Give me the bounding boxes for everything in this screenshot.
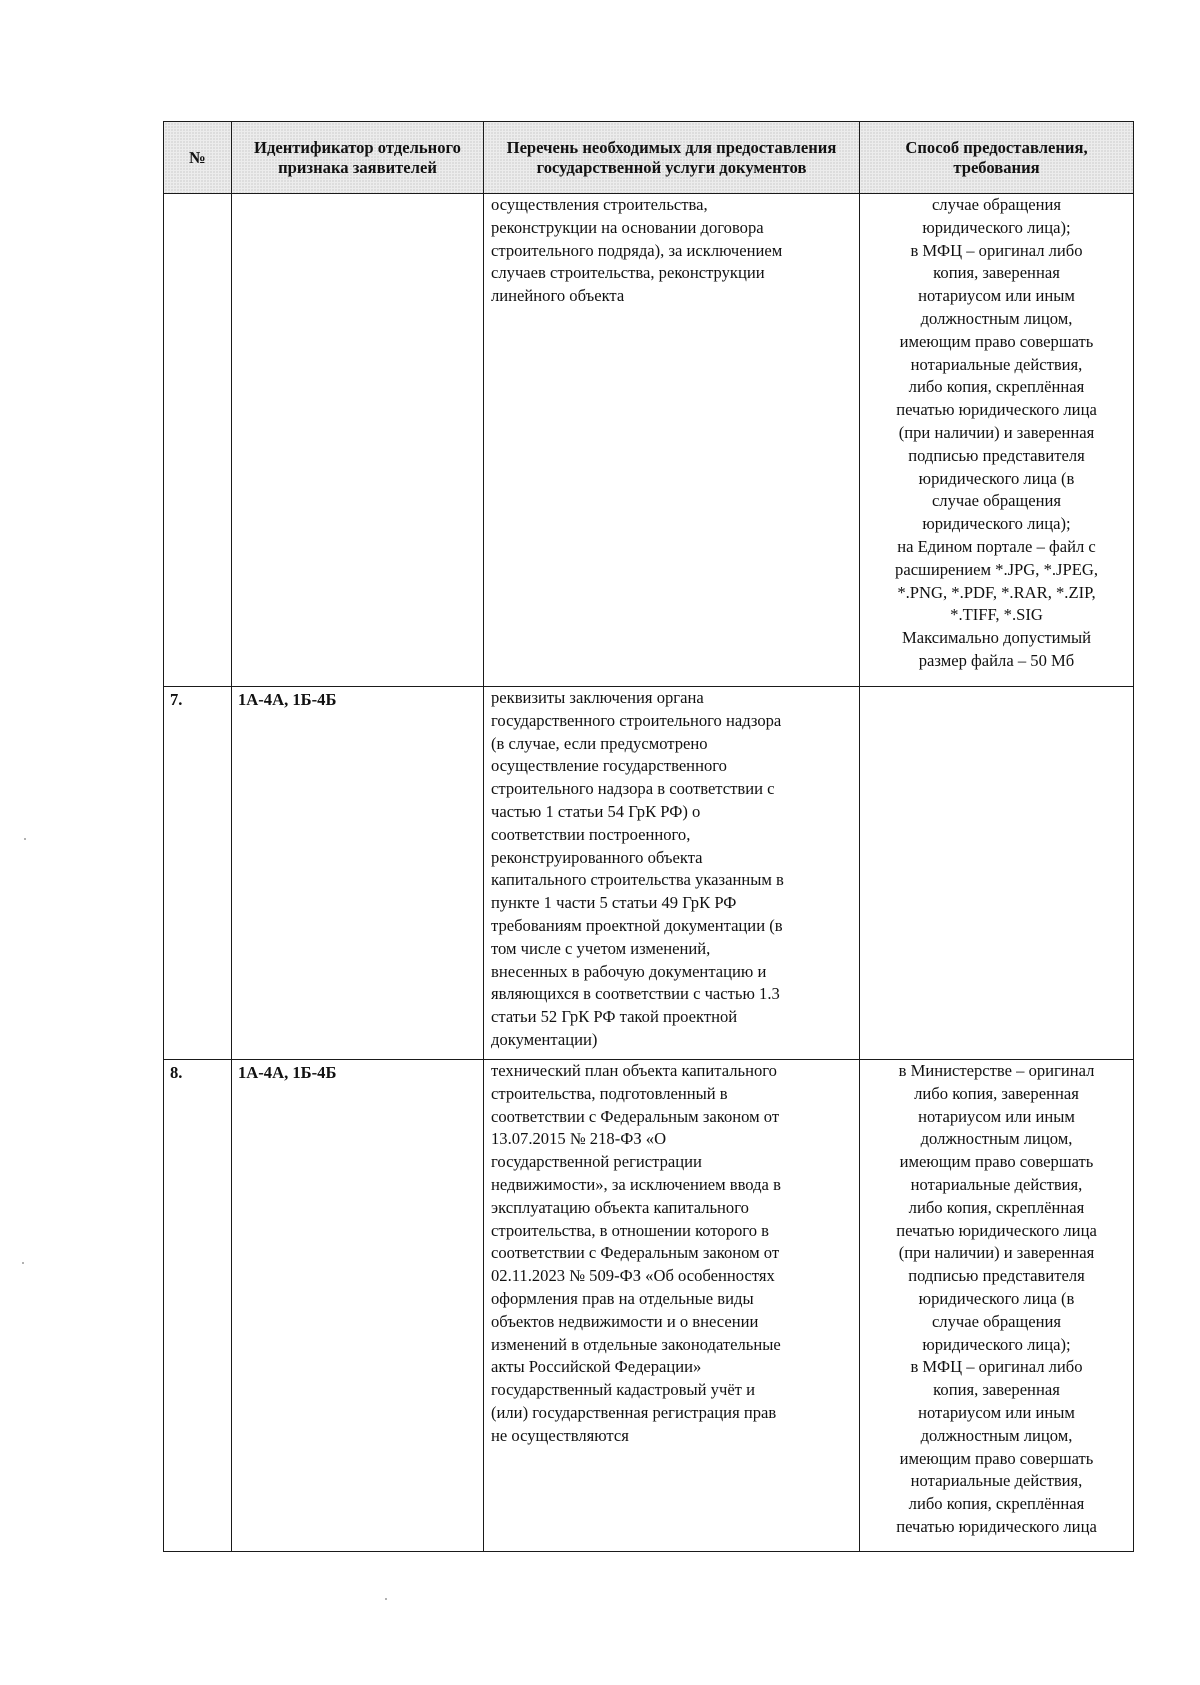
text-line: копия, заверенная bbox=[933, 1380, 1060, 1400]
header-number: № bbox=[164, 122, 232, 194]
header-row bbox=[164, 122, 1134, 194]
text-line: должностным лицом, bbox=[920, 308, 1073, 328]
text-line: строительного надзора в соответствии с bbox=[491, 779, 775, 799]
text-line: оформления прав на отдельные виды bbox=[491, 1288, 754, 1308]
table-row bbox=[164, 687, 1134, 1060]
text-line: печатью юридического лица bbox=[896, 1516, 1097, 1536]
text-line: *.PNG, *.PDF, *.RAR, *.ZIP, bbox=[897, 582, 1096, 602]
row-applicant-identifier: 1А-4А, 1Б-4Б bbox=[232, 1060, 484, 1552]
text-line: осуществление государственного bbox=[491, 756, 727, 776]
text-line: печатью юридического лица bbox=[896, 400, 1097, 420]
text-line: Максимально допустимый bbox=[901, 628, 1092, 648]
text-line: строительного подряда), за исключением bbox=[491, 240, 783, 260]
text-line: случае обращения bbox=[931, 491, 1062, 511]
row-number bbox=[164, 194, 232, 687]
text-line: государственной регистрации bbox=[491, 1152, 702, 1172]
scan-speck bbox=[385, 1598, 387, 1600]
text-line: нотариальные действия, bbox=[910, 1174, 1083, 1194]
text-line: внесенных в рабочую документацию и bbox=[491, 961, 767, 981]
text-line: частью 1 статьи 54 ГрК РФ) о bbox=[491, 801, 701, 821]
header-applicant-identifier: Идентификатор отдельного признака заявителей bbox=[232, 122, 484, 194]
text-line: 02.11.2023 № 509-ФЗ «Об особенностях bbox=[491, 1266, 775, 1286]
text-line: юридического лица); bbox=[922, 514, 1071, 534]
text-line: имеющим право совершать bbox=[899, 331, 1094, 351]
text-line: либо копия, скреплённая bbox=[908, 377, 1085, 397]
text-line: расширением *.JPG, *.JPEG, bbox=[895, 559, 1098, 579]
scan-speck bbox=[24, 838, 26, 840]
text-line: юридического лица); bbox=[922, 1334, 1071, 1354]
text-line: имеющим право совершать bbox=[899, 1152, 1094, 1172]
text-line: юридического лица (в bbox=[918, 1288, 1075, 1308]
text-line: на Едином портале – файл с bbox=[897, 536, 1096, 556]
text-line: юридического лица (в bbox=[918, 468, 1075, 488]
text-line: либо копия, скреплённая bbox=[908, 1197, 1085, 1217]
text-line: в МФЦ – оригинал либо bbox=[910, 1357, 1083, 1377]
row-applicant-identifier: 1А-4А, 1Б-4Б bbox=[232, 687, 484, 1060]
text-line: юридического лица); bbox=[922, 217, 1071, 237]
table-row bbox=[164, 1060, 1134, 1552]
text-line: случае обращения bbox=[931, 1311, 1062, 1331]
row-applicant-identifier bbox=[232, 194, 484, 687]
text-line: нотариальные действия, bbox=[910, 1471, 1083, 1491]
text-line: документации) bbox=[491, 1029, 598, 1049]
text-line: (или) государственная регистрация прав bbox=[491, 1402, 777, 1422]
text-line: реконструкции на основании договора bbox=[491, 217, 764, 237]
text-line: случае обращения bbox=[931, 195, 1062, 214]
table-header bbox=[164, 122, 1134, 194]
text-line: имеющим право совершать bbox=[899, 1448, 1094, 1468]
text-line: копия, заверенная bbox=[933, 263, 1060, 283]
text-line: случаев строительства, реконструкции bbox=[491, 263, 765, 283]
row-documents bbox=[484, 194, 860, 687]
header-submission-method: Способ предоставления, требования bbox=[860, 122, 1134, 194]
text-line: нотариальные действия, bbox=[910, 354, 1083, 374]
row-submission-method bbox=[860, 194, 1134, 687]
text-line: (в случае, если предусмотрено bbox=[491, 733, 708, 753]
text-line: нотариусом или иным bbox=[918, 1402, 1075, 1422]
text-line: нотариусом или иным bbox=[918, 1106, 1075, 1126]
scan-speck bbox=[22, 1262, 24, 1264]
text-line: статьи 52 ГрК РФ такой проектной bbox=[491, 1007, 738, 1027]
text-line: являющихся в соответствии с частью 1.3 bbox=[491, 984, 780, 1004]
text-line: подписью представителя bbox=[908, 1266, 1085, 1286]
text-line: изменений в отдельные законодательные bbox=[491, 1334, 781, 1354]
text-line: соответствии построенного, bbox=[491, 824, 691, 844]
row-submission-method bbox=[860, 687, 1134, 1060]
row-documents bbox=[484, 687, 860, 1060]
table-row bbox=[164, 194, 1134, 687]
text-line: том числе с учетом изменений, bbox=[491, 938, 711, 958]
text-line: не осуществляются bbox=[491, 1425, 629, 1445]
text-line: осуществления строительства, bbox=[491, 195, 708, 214]
text-line: реквизиты заключения органа bbox=[491, 688, 704, 707]
text-line: государственный кадастровый учёт и bbox=[491, 1380, 755, 1400]
text-line: линейного объекта bbox=[491, 286, 625, 306]
text-line: *.TIFF, *.SIG bbox=[950, 605, 1043, 625]
text-line: размер файла – 50 Мб bbox=[918, 650, 1075, 670]
text-line: печатью юридического лица bbox=[896, 1220, 1097, 1240]
text-line: объектов недвижимости и о внесении bbox=[491, 1311, 759, 1331]
text-line: в МФЦ – оригинал либо bbox=[910, 240, 1083, 260]
text-line: эксплуатацию объекта капитального bbox=[491, 1197, 749, 1217]
documents-table bbox=[163, 121, 1134, 1552]
text-line: недвижимости», за исключением ввода в bbox=[491, 1174, 781, 1194]
text-line: реконструированного объекта bbox=[491, 847, 703, 867]
text-line: пункте 1 части 5 статьи 49 ГрК РФ bbox=[491, 893, 737, 913]
row-documents bbox=[484, 1060, 860, 1552]
row-submission-method bbox=[860, 1060, 1134, 1552]
header-required-documents: Перечень необходимых для предоставления государственной услуги документов bbox=[484, 122, 860, 194]
text-line: соответствии с Федеральным законом от bbox=[491, 1243, 780, 1263]
text-line: акты Российской Федерации» bbox=[491, 1357, 702, 1377]
text-line: нотариусом или иным bbox=[918, 286, 1075, 306]
text-line: требованиям проектной документации (в bbox=[491, 915, 783, 935]
text-line: (при наличии) и заверенная bbox=[898, 422, 1095, 442]
text-line: соответствии с Федеральным законом от bbox=[491, 1106, 780, 1126]
text-line: государственного строительного надзора bbox=[491, 710, 782, 730]
table-body bbox=[164, 194, 1134, 1552]
text-line: в Министерстве – оригинал bbox=[898, 1061, 1095, 1080]
text-line: либо копия, скреплённая bbox=[908, 1494, 1085, 1514]
text-line: строительства, в отношении которого в bbox=[491, 1220, 769, 1240]
row-number: 8. bbox=[164, 1060, 232, 1552]
text-line: либо копия, заверенная bbox=[914, 1083, 1079, 1103]
text-line: должностным лицом, bbox=[920, 1129, 1073, 1149]
text-line: 13.07.2015 № 218-ФЗ «О bbox=[491, 1129, 667, 1149]
text-line: подписью представителя bbox=[908, 445, 1085, 465]
row-number: 7. bbox=[164, 687, 232, 1060]
text-line: должностным лицом, bbox=[920, 1425, 1073, 1445]
text-line: технический план объекта капитального bbox=[491, 1061, 777, 1080]
text-line: строительства, подготовленный в bbox=[491, 1083, 728, 1103]
text-line: (при наличии) и заверенная bbox=[898, 1243, 1095, 1263]
text-line: капитального строительства указанным в bbox=[491, 870, 784, 890]
